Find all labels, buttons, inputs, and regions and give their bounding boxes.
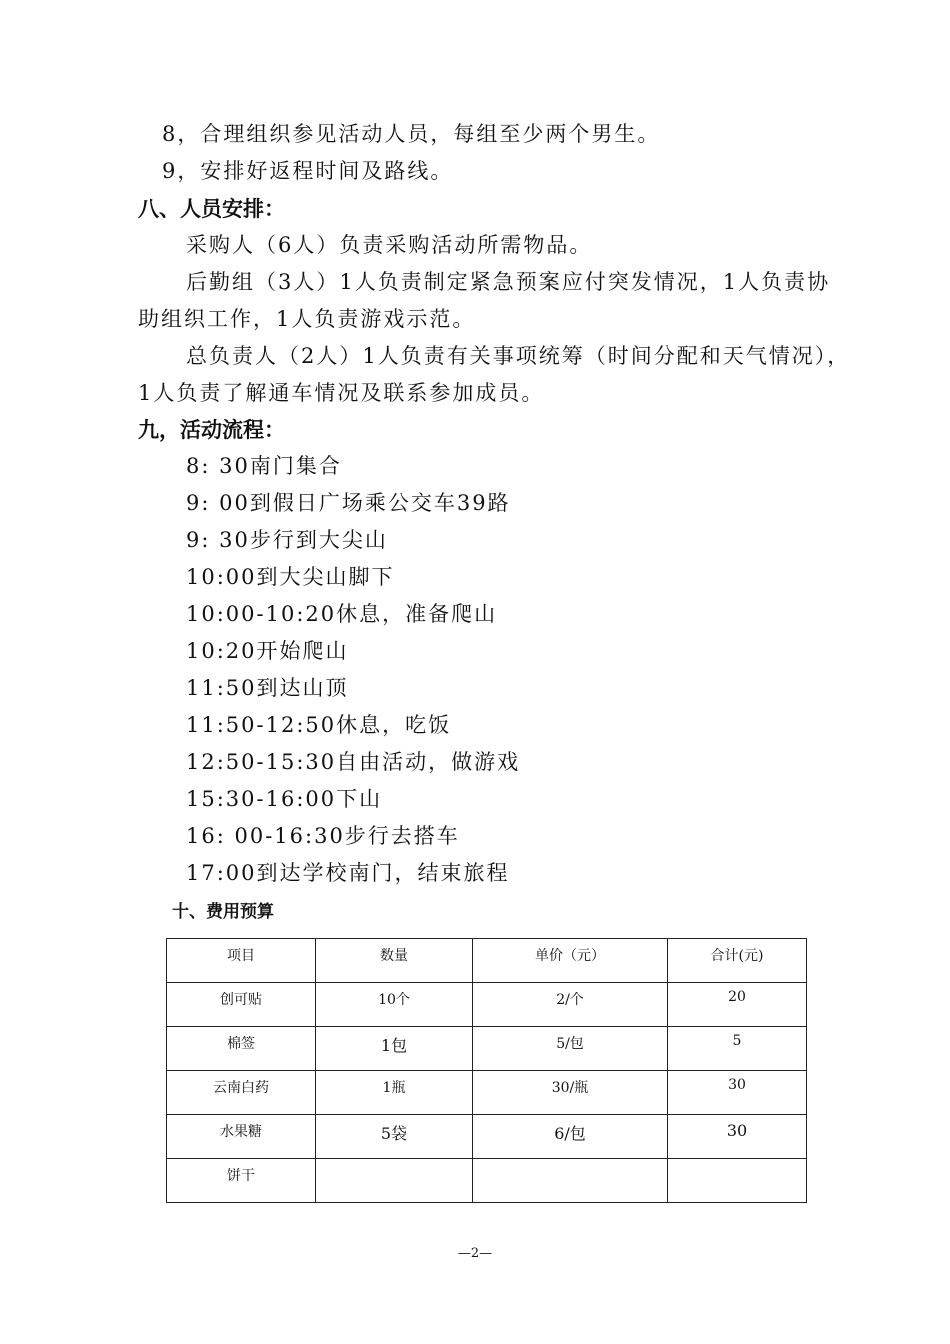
table-cell: 2/个 [473,983,668,1027]
table-cell: 1瓶 [316,1071,473,1115]
page-number: —2— [457,1246,493,1261]
table-cell: 水果糖 [167,1115,316,1159]
table-cell: 创可贴 [167,983,316,1027]
budget-heading: 十、费用预算 [172,902,274,922]
schedule-line: 15:30-16:00下山 [186,787,383,811]
staffing-line: 总负责人（2人）1人负责有关事项统筹（时间分配和天气情况）， [186,344,851,368]
table-cell: 5/包 [473,1027,668,1071]
header-cell-unit-price: 单价（元） [473,939,668,983]
staffing-heading: 八、人员安排： [138,197,285,221]
schedule-line: 10:00-10:20休息，准备爬山 [186,602,498,626]
table-cell: 5袋 [316,1115,473,1159]
table-cell: 饼干 [167,1159,316,1203]
schedule-line: 10:00到大尖山脚下 [186,565,395,589]
staffing-line: 采购人（6人）负责采购活动所需物品。 [186,233,593,257]
header-cell-quantity: 数量 [316,939,473,983]
schedule-line: 17:00到达学校南门，结束旅程 [186,861,510,885]
table-cell: 6/包 [473,1115,668,1159]
table-cell: 30 [668,1115,807,1159]
table-row [167,1027,807,1071]
table-cell: 5 [668,1027,807,1071]
schedule-heading: 九，活动流程： [138,418,285,442]
table-cell: 云南白药 [167,1071,316,1115]
budget-table [166,938,807,1203]
staffing-line: 助组织工作，1人负责游戏示范。 [138,307,476,331]
table-cell: 1包 [316,1027,473,1071]
table-cell: 30 [668,1071,807,1115]
schedule-line: 11:50到达山顶 [186,676,349,700]
schedule-line: 9: 00到假日广场乘公交车39路 [186,491,511,515]
schedule-line: 9: 30步行到大尖山 [186,528,388,552]
item-9: 9，安排好返程时间及路线。 [162,159,454,183]
header-cell-item: 项目 [167,939,316,983]
schedule-line: 12:50-15:30自由活动，做游戏 [186,750,521,774]
schedule-line: 16: 00-16:30步行去搭车 [186,824,460,848]
staffing-line: 1人负责了解通车情况及联系参加成员。 [138,381,545,405]
schedule-line: 10:20开始爬山 [186,639,349,663]
staffing-line: 后勤组（3人）1人负责制定紧急预案应付突发情况，1人负责协 [186,270,831,294]
table-cell [473,1159,668,1203]
table-row [167,1071,807,1115]
table-cell: 20 [668,983,807,1027]
table-cell: 棉签 [167,1027,316,1071]
item-8: 8，合理组织参见活动人员，每组至少两个男生。 [162,122,661,146]
table-row [167,1115,807,1159]
table-header-row [167,939,807,983]
table-cell [316,1159,473,1203]
table-cell: 30/瓶 [473,1071,668,1115]
table-cell: 10个 [316,983,473,1027]
table-row [167,1159,807,1203]
schedule-line: 11:50-12:50休息，吃饭 [186,713,452,737]
table-cell [668,1159,807,1203]
schedule-line: 8: 30南门集合 [186,454,342,478]
header-cell-total: 合计(元) [668,939,807,983]
table-row [167,983,807,1027]
